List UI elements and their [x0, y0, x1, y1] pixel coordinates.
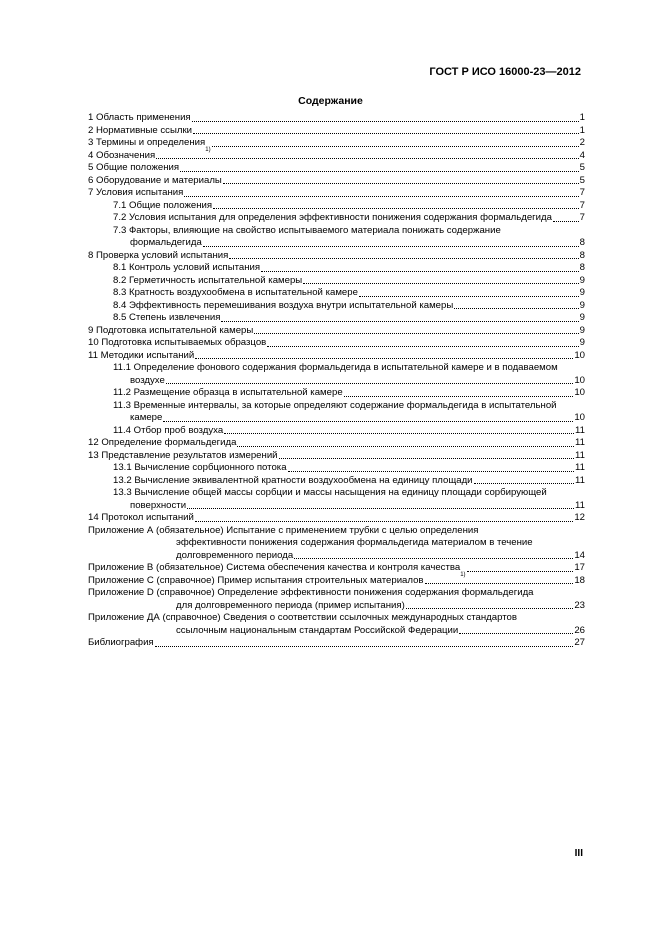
toc-entry-8-3[interactable]: 8.3 Кратность воздухообмена в испытательной камере 9 [113, 287, 585, 298]
toc-entry-bibliography[interactable]: Библиография 27 [88, 637, 585, 648]
toc-entry-8-4[interactable]: 8.4 Эффективность перемешивания воздуха внутри испытательной камеры 9 [113, 299, 585, 311]
toc-entry-11-4[interactable]: 11.4 Отбор проб воздуха 11 [113, 424, 585, 436]
toc-entry-9[interactable]: 9 Подготовка испытательной камеры 9 [88, 324, 585, 336]
toc-entry-13-1[interactable]: 13.1 Вычисление сорбционного потока 11 [113, 462, 585, 473]
toc-entry-7-1[interactable]: 7.1 Общие положения 7 [113, 199, 585, 211]
toc-entry-8-1[interactable]: 8.1 Контроль условий испытания 8 [113, 262, 585, 273]
toc-entry-14[interactable]: 14 Протокол испытаний 12 [88, 512, 585, 523]
toc-entry-7-3[interactable]: 7.3 Факторы, влияющие на свойство испытываемого материала понижать содержание формальдегида 8 [113, 224, 585, 248]
table-of-contents [88, 112, 585, 650]
toc-entry-13-3[interactable]: 13.3 Вычисление общей массы сорбции и массы насыщения на единицу площади сорбирующей поверхности 11 [113, 487, 585, 511]
toc-entry-12[interactable]: 12 Определение формальдегида 11 [88, 437, 585, 448]
page-folio: III [574, 848, 583, 859]
toc-entry-appendix-b[interactable]: Приложение В (обязательное) Система обеспечения качества и контроля качества 1) 17 [88, 562, 585, 578]
toc-entry-4[interactable]: 4 Обозначения 4 [88, 149, 585, 161]
toc-title: Содержание [298, 95, 363, 107]
toc-entry-13-2[interactable]: 13.2 Вычисление эквивалентной кратности воздухообмена на единицу площади 11 [113, 474, 585, 486]
document-standard-header: ГОСТ Р ИСО 16000-23—2012 [429, 66, 581, 78]
toc-entry-1[interactable]: 1 Область применения 1 [88, 112, 585, 123]
toc-entry-8-2[interactable]: 8.2 Герметичность испытательной камеры 9 [113, 274, 585, 286]
toc-entry-2[interactable]: 2 Нормативные ссылки 1 [88, 124, 585, 136]
toc-entry-3[interactable]: 3 Термины и определения 1) 2 [88, 137, 585, 153]
toc-entry-6[interactable]: 6 Оборудование и материалы 5 [88, 174, 585, 186]
toc-entry-10[interactable]: 10 Подготовка испытываемых образцов 9 [88, 337, 585, 348]
toc-entry-appendix-c[interactable]: Приложение С (справочное) Пример испытания строительных материалов 18 [88, 574, 585, 586]
toc-entry-8-5[interactable]: 8.5 Степень извлечения 9 [113, 312, 585, 323]
toc-entry-5[interactable]: 5 Общие положения 5 [88, 162, 585, 173]
toc-entry-8[interactable]: 8 Проверка условий испытания 8 [88, 249, 585, 261]
toc-entry-appendix-a[interactable]: Приложение А (обязательное) Испытание с применением трубки с целью определения эффективности понижения содержания формальдегида материалом в течение долговременного периода 14 [88, 524, 585, 561]
toc-entry-11-1[interactable]: 11.1 Определение фонового содержания формальдегида в испытательной камере и в подаваемом воздухе 10 [113, 362, 585, 386]
toc-entry-11-2[interactable]: 11.2 Размещение образца в испытательной камере 10 [113, 387, 585, 398]
toc-entry-7-2[interactable]: 7.2 Условия испытания для определения эффективности понижения содержания формальдегида 7 [113, 212, 585, 223]
toc-entry-11-3[interactable]: 11.3 Временные интервалы, за которые определяют содержание формальдегида в испытательной камере 10 [113, 399, 585, 423]
toc-entry-7[interactable]: 7 Условия испытания 7 [88, 187, 585, 198]
toc-entry-appendix-da[interactable]: Приложение ДА (справочное) Сведения о соответствии ссылочных международных стандартов ссылочным национальным стандартам Российской Федерации 26 [88, 612, 585, 636]
toc-entry-13[interactable]: 13 Представление результатов измерений 11 [88, 449, 585, 461]
toc-entry-appendix-d[interactable]: Приложение D (справочное) Определение эффективности понижения содержания формальдегида для долговременного периода (пример испытания) 23 [88, 587, 585, 611]
toc-entry-11[interactable]: 11 Методики испытаний 10 [88, 349, 585, 361]
